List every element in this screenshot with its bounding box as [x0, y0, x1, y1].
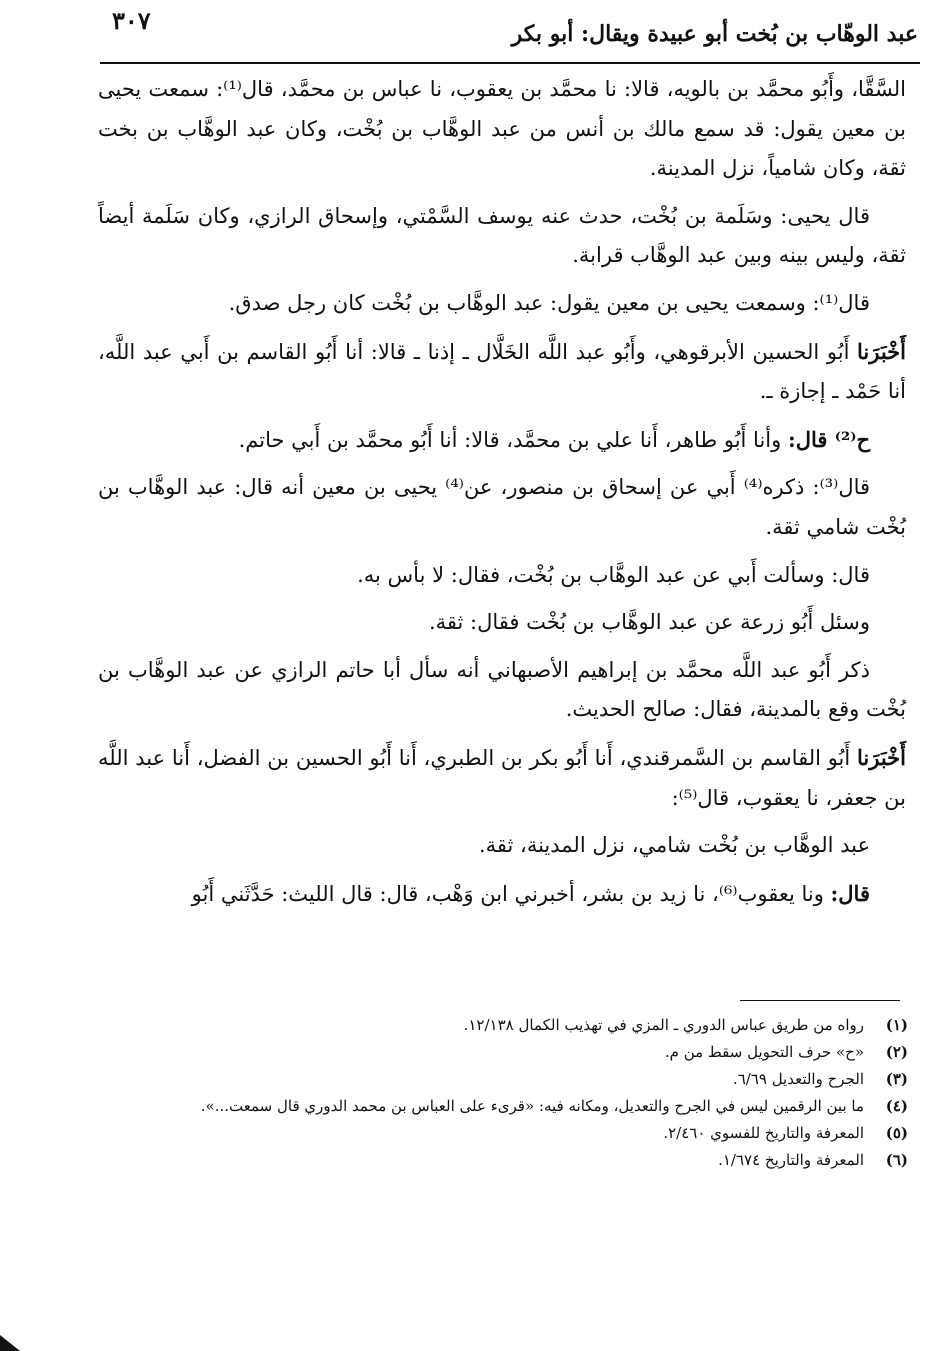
paragraph-text: قال⁽¹⁾: وسمعت يحيى بن معين يقول: عبد الوهَّاب بن بُخْت كان رجل صدق. — [228, 290, 870, 315]
paragraph-text: قال⁽³⁾: ذكره⁽⁴⁾ أَبي عن إسحاق بن منصور، عن⁽⁴⁾ يحيى بن معين أنه قال: عبد الوهَّاب بن بُخْت شامي ثقة. — [98, 475, 906, 539]
paragraph — [98, 556, 906, 596]
paragraph — [98, 738, 906, 818]
paragraph — [98, 420, 906, 461]
paragraph-text: قال: وسألت أَبي عن عبد الوهَّاب بن بُخْت، فقال: لا بأس به. — [357, 562, 870, 587]
footnote-text: ما بين الرقمين ليس في الجرح والتعديل، ومكانه فيه: «قرىء على العباس بن محمد الدوري قال سمعت...». — [200, 1097, 864, 1115]
footnotes — [96, 1012, 908, 1174]
footnote — [96, 1039, 908, 1066]
footnote-number: (٤) — [885, 1097, 908, 1115]
footnote — [96, 1093, 908, 1120]
footnote-text: المعرفة والتاريخ ١/٦٧٤. — [718, 1151, 864, 1169]
footnote — [96, 1066, 908, 1093]
footnote-text: «ح» حرف التحويل سقط من م. — [664, 1043, 864, 1061]
page-number: ٣٠٧ — [112, 6, 151, 35]
footnote-number: (٢) — [885, 1043, 908, 1061]
footnote — [96, 1147, 908, 1174]
chain-keyword: أَخْبَرَنا — [857, 338, 906, 364]
paragraph-text: قال يحيى: وسَلَمة بن بُخْت، حدث عنه يوسف السَّمْتي، وإسحاق الرازي، وكان سَلَمة أيضاً ثقة، وليس بينه وبين عبد الوهَّاب قرابة. — [98, 203, 906, 268]
paragraph-text: السَّقَّا، وأَبُو محمَّد بن بالويه، قالا: نا محمَّد بن يعقوب، نا عباس بن محمَّد، قال⁽¹⁾: سمعت يحيى بن معين يقول: قد سمع مالك بن أنس من عبد الوهَّاب بن بُخْت، وكان عبد الوهَّاب بن بخت ثقة، وكان شامياً، نزل المدينة. — [98, 77, 907, 181]
header-rule — [100, 62, 920, 64]
paragraph-text: ونا يعقوب⁽⁶⁾، نا زيد بن بشر، أخبرني ابن وَهْب، قال: قال الليث: حَدَّثَني أَبُو — [191, 881, 824, 906]
paragraph-text: ذكر أَبُو عبد اللَّه محمَّد بن إبراهيم الأصبهاني أنه سأل أبا حاتم الرازي عن عبد الوهَّاب بن بُخْت وقع بالمدينة، فقال: صالح الحديث. — [98, 657, 906, 722]
footnote-rule — [740, 1000, 900, 1001]
paragraph — [98, 874, 906, 915]
paragraph-text: أَبُو الحسين الأبرقوهي، وأَبُو عبد اللَّه الخَلَّال ـ إذنا ـ قالا: أنا أَبُو القاسم بن أَبي عبد اللَّه، أنا حَمْد ـ إجازة ـ. — [98, 339, 906, 404]
paragraph-text: وسئل أَبُو زرعة عن عبد الوهَّاب بن بُخْت فقال: ثقة. — [428, 610, 870, 635]
paragraph — [98, 468, 906, 547]
footnote — [96, 1012, 908, 1039]
footnote-text: المعرفة والتاريخ للفسوي ٢/٤٦٠. — [663, 1124, 864, 1142]
paragraph — [98, 603, 906, 643]
footnote-text: رواه من طريق عباس الدوري ـ المزي في تهذيب الكمال ١٢/١٣٨. — [463, 1016, 864, 1034]
footnote-number: (١) — [885, 1016, 908, 1034]
paragraph-text: أَبُو القاسم بن السَّمرقندي، أَنا أَبُو بكر بن الطبري، أَنا أَبُو الحسين بن الفضل، أَنا عبد اللَّه بن جعفر، نا يعقوب، قال⁽⁵⁾: — [98, 745, 906, 810]
scan-corner-mark — [0, 1335, 20, 1351]
paragraph — [98, 284, 906, 324]
paragraph — [98, 332, 906, 412]
paragraph — [98, 651, 906, 730]
footnote-number: (٥) — [885, 1124, 908, 1142]
main-text — [98, 70, 906, 914]
paragraph-text: وأنا أَبُو طاهر، أَنا علي بن محمَّد، قالا: أنا أَبُو محمَّد بن أَبي حاتم. — [238, 427, 782, 452]
chain-keyword: ح⁽²⁾ قال: — [787, 426, 870, 452]
footnote-number: (٦) — [885, 1151, 908, 1169]
footnote — [96, 1120, 908, 1147]
chain-keyword: أَخْبَرَنا — [857, 744, 906, 770]
running-title: عبد الوهّاب بن بُخت أبو عبيدة ويقال: أبو بكر — [511, 21, 918, 47]
footnote-text: الجرح والتعديل ٦/٦٩. — [732, 1070, 864, 1088]
chain-keyword: قال: — [830, 880, 870, 906]
footnote-number: (٣) — [885, 1070, 908, 1088]
paragraph — [98, 70, 906, 189]
paragraph — [98, 197, 906, 276]
paragraph-text: عبد الوهَّاب بن بُخْت شامي، نزل المدينة، ثقة. — [478, 833, 870, 858]
paragraph — [98, 826, 906, 866]
